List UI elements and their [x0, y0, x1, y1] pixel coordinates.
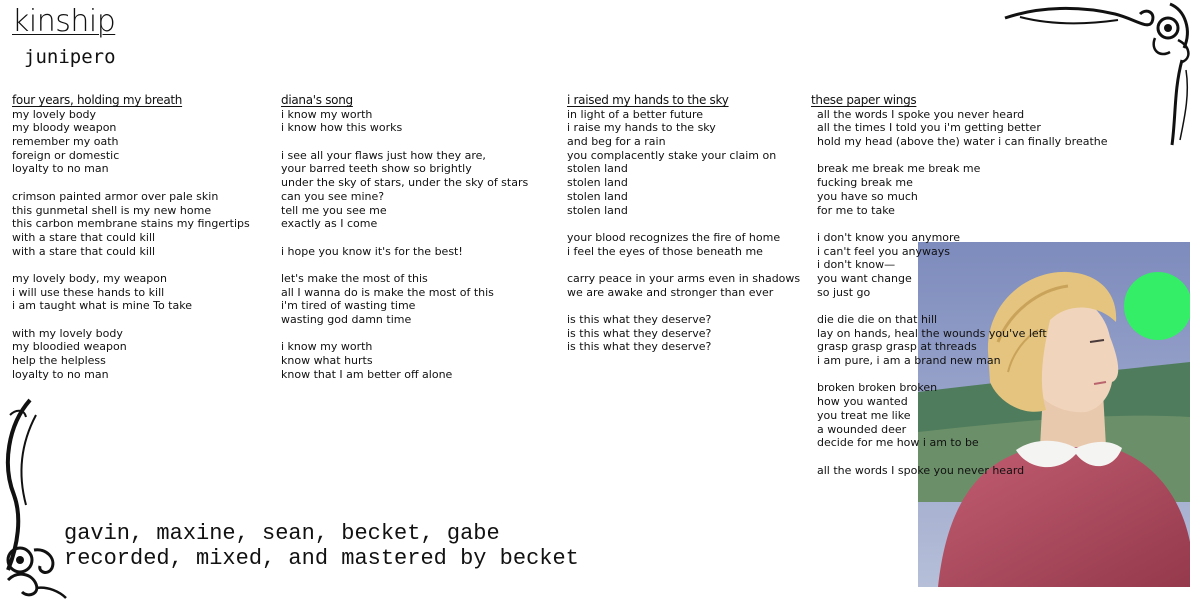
lyric-line: stolen land [567, 176, 628, 190]
lyric-line: know that I am better off alone [281, 367, 453, 381]
lyric-line: stolen land [567, 189, 628, 203]
lyric-line: remember my oath [12, 135, 119, 149]
lyric-line: and beg for a rain [567, 135, 666, 149]
lyric-line: all the words I spoke you never heard [817, 107, 1025, 121]
lyric-line: with a stare that could kill [12, 244, 156, 258]
lyric-line: all I wanna do is make the most of this [281, 285, 494, 299]
lyric-line: under the sky of stars, under the sky of stars [281, 176, 529, 190]
lyric-line: lay on hands, heal the wounds you've left [817, 326, 1047, 340]
lyrics [567, 108, 800, 354]
band-members: gavin, maxine, sean, becket, gabe [64, 521, 500, 546]
lyric-line: all the words I spoke you never heard [817, 463, 1025, 477]
lyric-line: i hope you know it's for the best! [281, 244, 463, 258]
lyric-line: with my lovely body [12, 326, 123, 340]
lyric-line [567, 299, 800, 313]
lyric-line: crimson painted armor over pale skin [12, 189, 219, 203]
song-column-3 [567, 94, 800, 354]
lyric-line: my bloody weapon [12, 121, 117, 135]
lyric-line [281, 135, 528, 149]
song-title: i raised my hands to the sky [567, 93, 729, 107]
lyric-line: fucking break me [817, 176, 913, 190]
artist-name: junipero [24, 46, 116, 68]
lyric-line: let's make the most of this [281, 271, 428, 285]
lyric-line: you want change [817, 271, 912, 285]
lyric-line: is this what they deserve? [567, 326, 712, 340]
lyric-line: i know how this works [281, 121, 403, 135]
lyric-line: i see all your flaws just how they are, [281, 148, 486, 162]
lyric-line: a wounded deer [817, 422, 907, 436]
lyric-line [567, 258, 800, 272]
lyric-line: can you see mine? [281, 189, 385, 203]
lyric-line: i know my worth [281, 107, 373, 121]
lyric-line: broken broken broken [817, 381, 938, 395]
lyric-line: i know my worth [281, 340, 373, 354]
lyrics [811, 108, 1108, 478]
song-column-4 [811, 94, 1108, 477]
lyric-line [12, 176, 250, 190]
lyrics [12, 108, 250, 382]
lyric-line: loyalty to no man [12, 367, 109, 381]
lyric-line: with a stare that could kill [12, 230, 156, 244]
lyric-line: my bloodied weapon [12, 340, 127, 354]
lyric-line: i am taught what is mine To take [12, 299, 192, 313]
song-column-2 [281, 94, 528, 381]
lyric-line: hold my head (above the) water i can finally breathe [817, 135, 1108, 149]
lyric-line: i raise my hands to the sky [567, 121, 716, 135]
lyric-line: we are awake and stronger than ever [567, 285, 774, 299]
lyric-line: all the times I told you i'm getting better [817, 121, 1041, 135]
lyric-line: this gunmetal shell is my new home [12, 203, 212, 217]
lyric-line [817, 299, 1108, 313]
credits [64, 521, 579, 571]
lyric-line: this carbon membrane stains my fingertips [12, 217, 250, 231]
lyric-line: die die die on that hill [817, 313, 938, 327]
lyrics [281, 108, 528, 382]
lyric-line: you treat me like [817, 408, 911, 422]
lyric-line: decide for me how i am to be [817, 436, 979, 450]
song-title: these paper wings [811, 93, 917, 107]
lyric-line [12, 258, 250, 272]
lyric-line: your barred teeth show so brightly [281, 162, 472, 176]
lyric-line [281, 327, 528, 341]
lyric-line: i'm tired of wasting time [281, 299, 416, 313]
lyric-line: my lovely body, my weapon [12, 271, 167, 285]
lyric-line [281, 231, 528, 245]
lyric-line: i don't know— [817, 258, 896, 272]
lyric-line: i will use these hands to kill [12, 285, 165, 299]
song-column-1 [12, 94, 250, 381]
song-title: diana's song [281, 93, 353, 107]
lyric-line: foreign or domestic [12, 148, 120, 162]
production-credit: recorded, mixed, and mastered by becket [64, 546, 579, 571]
lyric-line: my lovely body [12, 107, 97, 121]
lyric-line: exactly as I come [281, 217, 378, 231]
lyric-line: tell me you see me [281, 203, 387, 217]
lyric-line: carry peace in your arms even in shadows [567, 271, 801, 285]
lyric-line: i don't know you anymore [817, 230, 961, 244]
lyric-line: for me to take [817, 203, 895, 217]
lyric-line: know what hurts [281, 354, 373, 368]
lyric-line: i feel the eyes of those beneath me [567, 244, 763, 258]
lyric-line [12, 313, 250, 327]
lyric-line: break me break me break me [817, 162, 981, 176]
lyric-line: in light of a better future [567, 107, 704, 121]
lyric-line: you have so much [817, 189, 918, 203]
lyric-line [817, 217, 1108, 231]
lyric-line: so just go [817, 285, 871, 299]
flourish-bottom-left-ornament [0, 530, 70, 600]
lyric-line: grasp grasp grasp at threads [817, 340, 977, 354]
lyric-line: i can't feel you anyways [817, 244, 951, 258]
green-dot [1124, 272, 1190, 340]
lyric-line [281, 258, 528, 272]
lyric-line: i am pure, i am a brand new man [817, 354, 1001, 368]
lyric-line: loyalty to no man [12, 162, 109, 176]
song-title: four years, holding my breath [12, 93, 183, 107]
lyric-line [817, 450, 1108, 464]
lyric-line: is this what they deserve? [567, 313, 712, 327]
lyric-line [817, 149, 1108, 163]
lyric-line [817, 368, 1108, 382]
lyric-line: help the helpless [12, 354, 106, 368]
lyric-line: wasting god damn time [281, 313, 412, 327]
album-title: kinship [12, 4, 116, 39]
lyric-line: how you wanted [817, 395, 908, 409]
lyric-line [567, 217, 800, 231]
lyric-line: you complacently stake your claim on [567, 148, 777, 162]
lyric-line: stolen land [567, 162, 628, 176]
lyric-line: is this what they deserve? [567, 340, 712, 354]
lyric-line: stolen land [567, 203, 628, 217]
lyric-line: your blood recognizes the fire of home [567, 230, 781, 244]
